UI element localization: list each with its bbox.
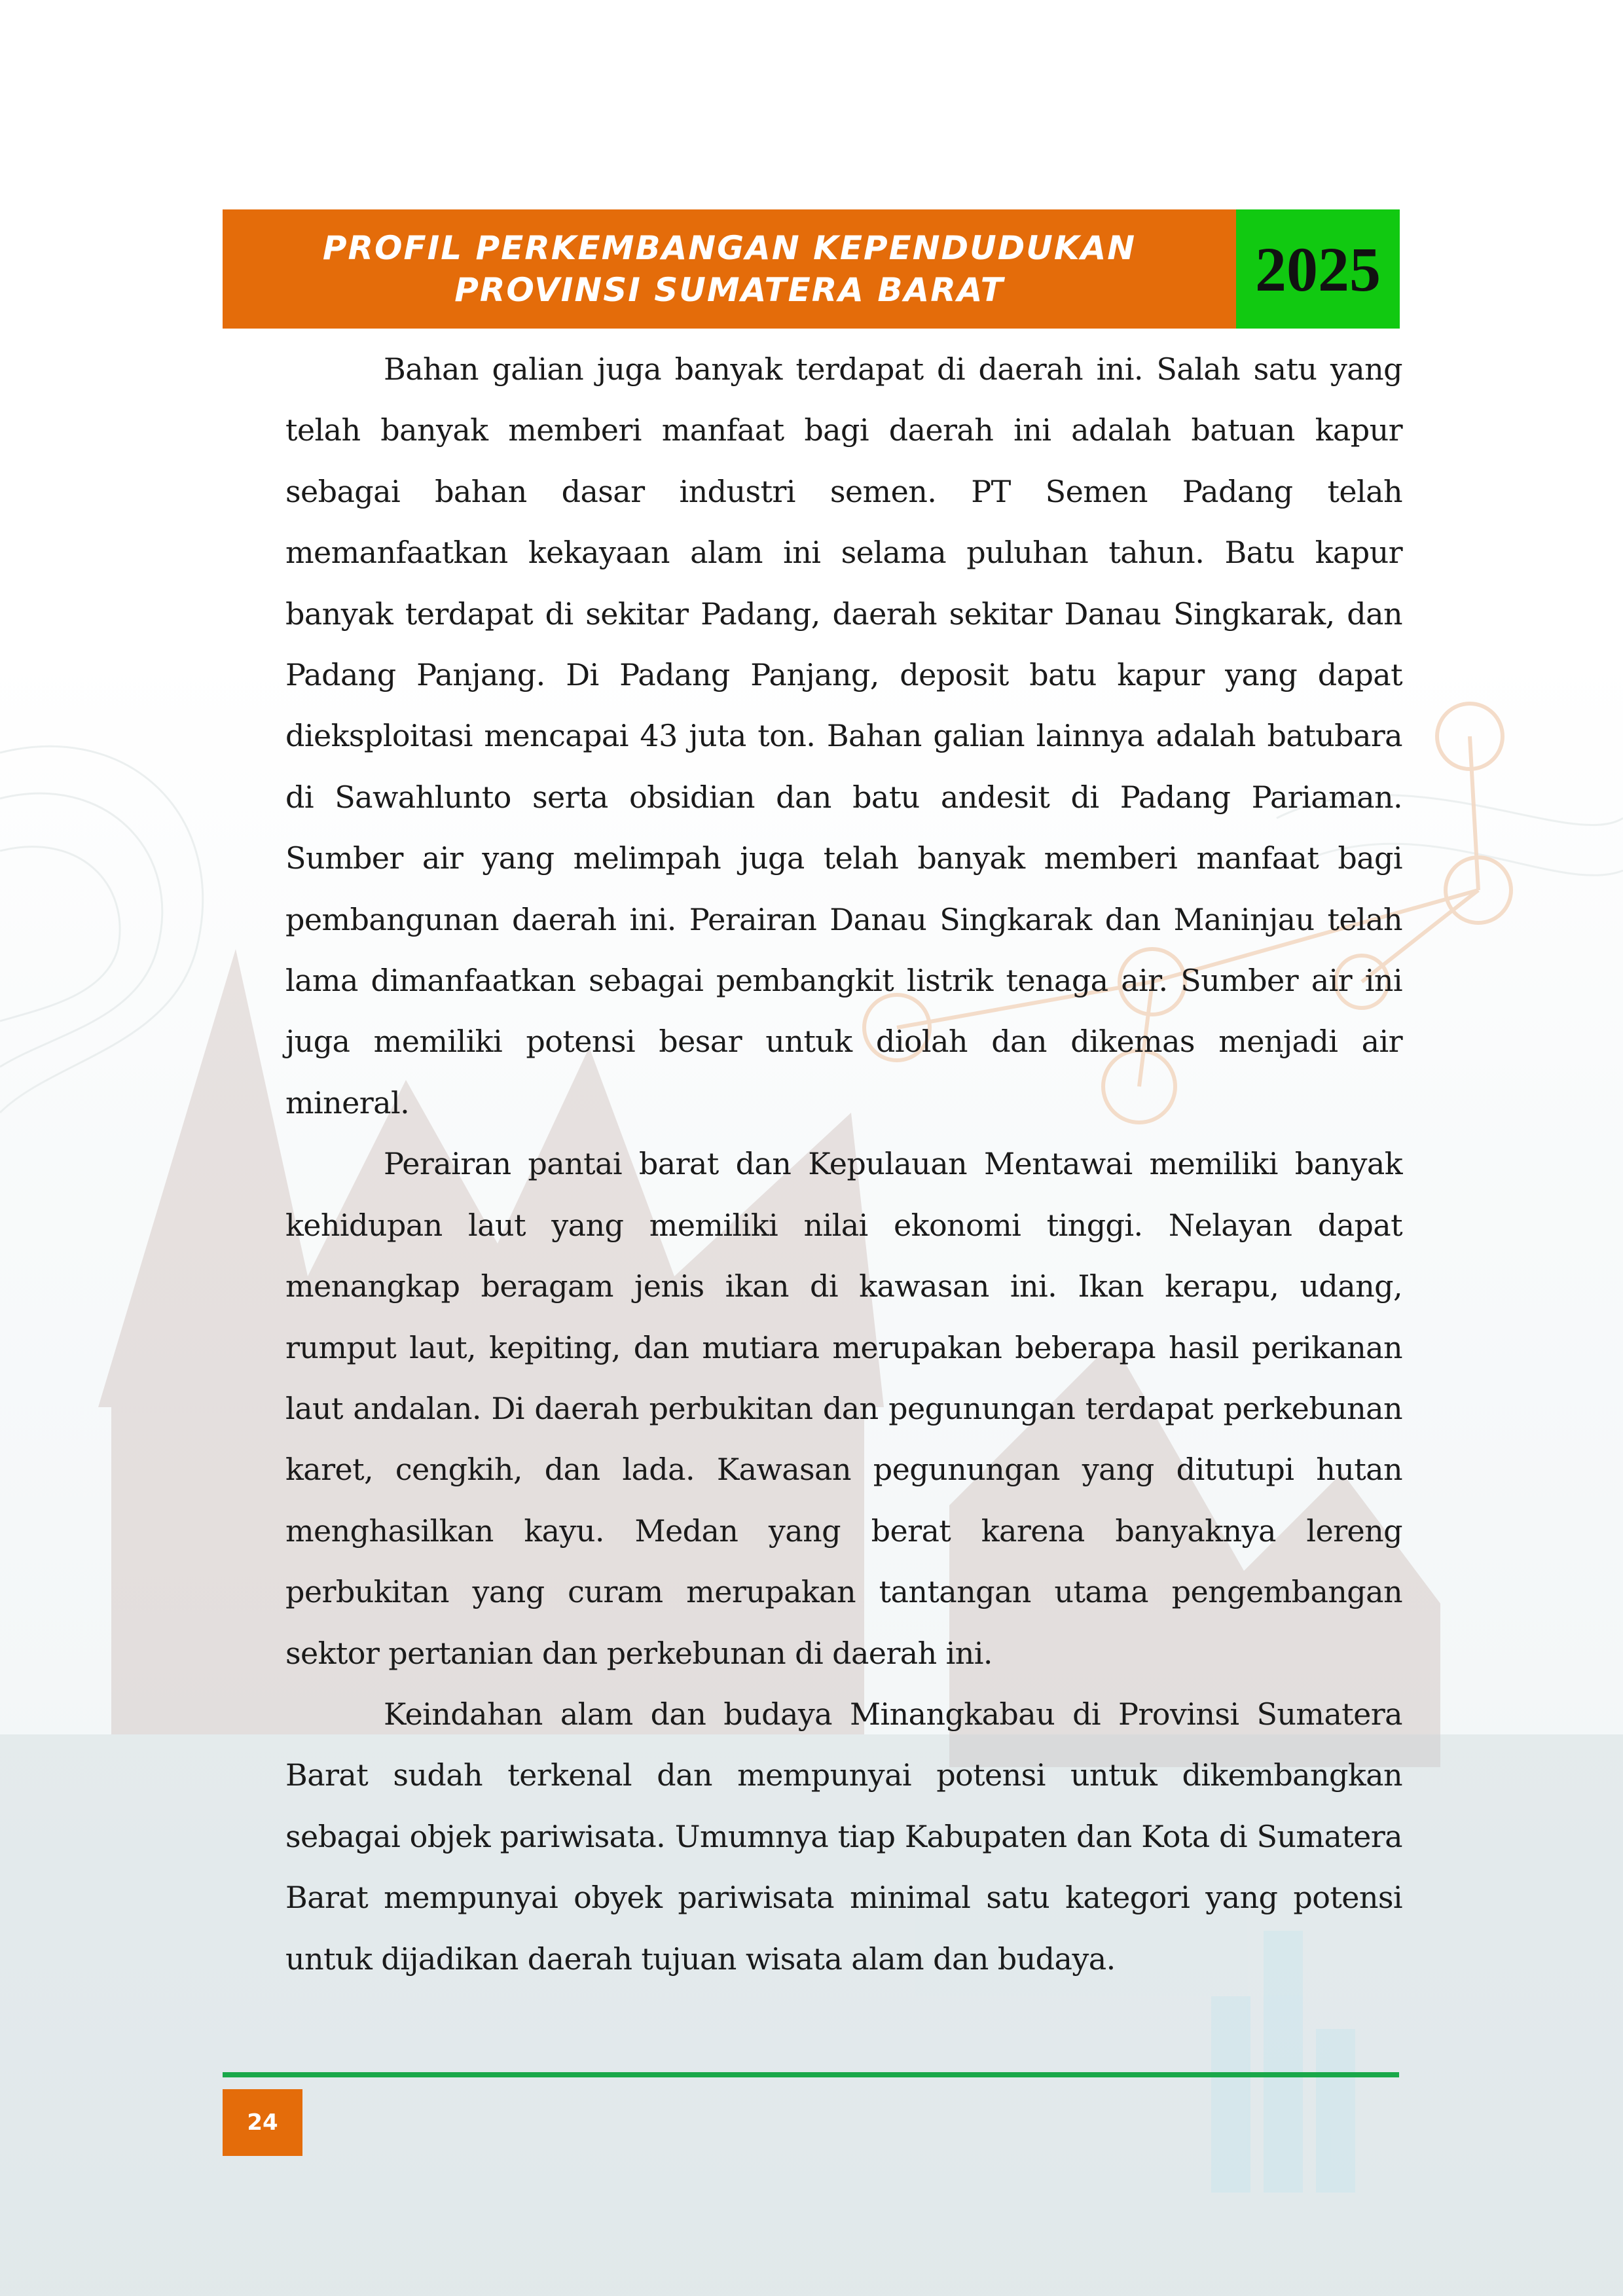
- body-text: [285, 339, 1402, 1990]
- header-year-text: 2025: [1255, 234, 1381, 304]
- header-title-line-2: PROVINSI SUMATERA BARAT: [454, 271, 1004, 309]
- header-title-bar: [223, 209, 1236, 329]
- paragraph-2: Perairan pantai barat dan Kepulauan Mentawai memiliki banyak kehidupan laut yang memiliki nilai ekonomi tinggi. Nelayan dapat menangkap beragam jenis ikan di kawasan ini. Ikan kerapu, udang, rumput laut, kepiting, dan mutiara merupakan beberapa hasil perikanan laut andalan. Di daerah perbukitan dan pegunungan terdapat perkebunan karet, cengkih, dan lada. Kawasan pegunungan yang ditutupi hutan menghasilkan kayu. Medan yang berat karena banyaknya lereng perbukitan yang curam merupakan tantangan utama pengembangan sektor pertanian dan perkebunan di daerah ini.: [285, 1146, 1402, 1671]
- header-title-line-1: PROFIL PERKEMBANGAN KEPENDUDUKAN: [322, 229, 1137, 267]
- footer-divider: [223, 2072, 1399, 2077]
- header-year-badge: [1236, 209, 1400, 329]
- paragraph-1: Bahan galian juga banyak terdapat di daerah ini. Salah satu yang telah banyak memberi manfaat bagi daerah ini adalah batuan kapur sebagai bahan dasar industri semen. PT Semen Padang telah memanfaatkan kekayaan alam ini selama puluhan tahun. Batu kapur banyak terdapat di sekitar Padang, daerah sekitar Danau Singkarak, dan Padang Panjang. Di Padang Panjang, deposit batu kapur yang dapat dieksploitasi mencapai 43 juta ton. Bahan galian lainnya adalah batubara di Sawahlunto serta obsidian dan batu andesit di Padang Pariaman. Sumber air yang melimpah juga telah banyak memberi manfaat bagi pembangunan daerah ini. Perairan Danau Singkarak dan Maninjau telah lama dimanfaatkan sebagai pembangkit listrik tenaga air. Sumber air ini juga memiliki potensi besar untuk diolah dan dikemas menjadi air mineral.: [285, 351, 1402, 1121]
- page-number-badge: [223, 2089, 302, 2156]
- page-number: 24: [247, 2109, 278, 2136]
- paragraph-3: Keindahan alam dan budaya Minangkabau di Provinsi Sumatera Barat sudah terkenal dan mempunyai potensi untuk dikembangkan sebagai objek pariwisata. Umumnya tiap Kabupaten dan Kota di Sumatera Barat mempunyai obyek pariwisata minimal satu kategori yang potensi untuk dijadikan daerah tujuan wisata alam dan budaya.: [285, 1696, 1402, 1977]
